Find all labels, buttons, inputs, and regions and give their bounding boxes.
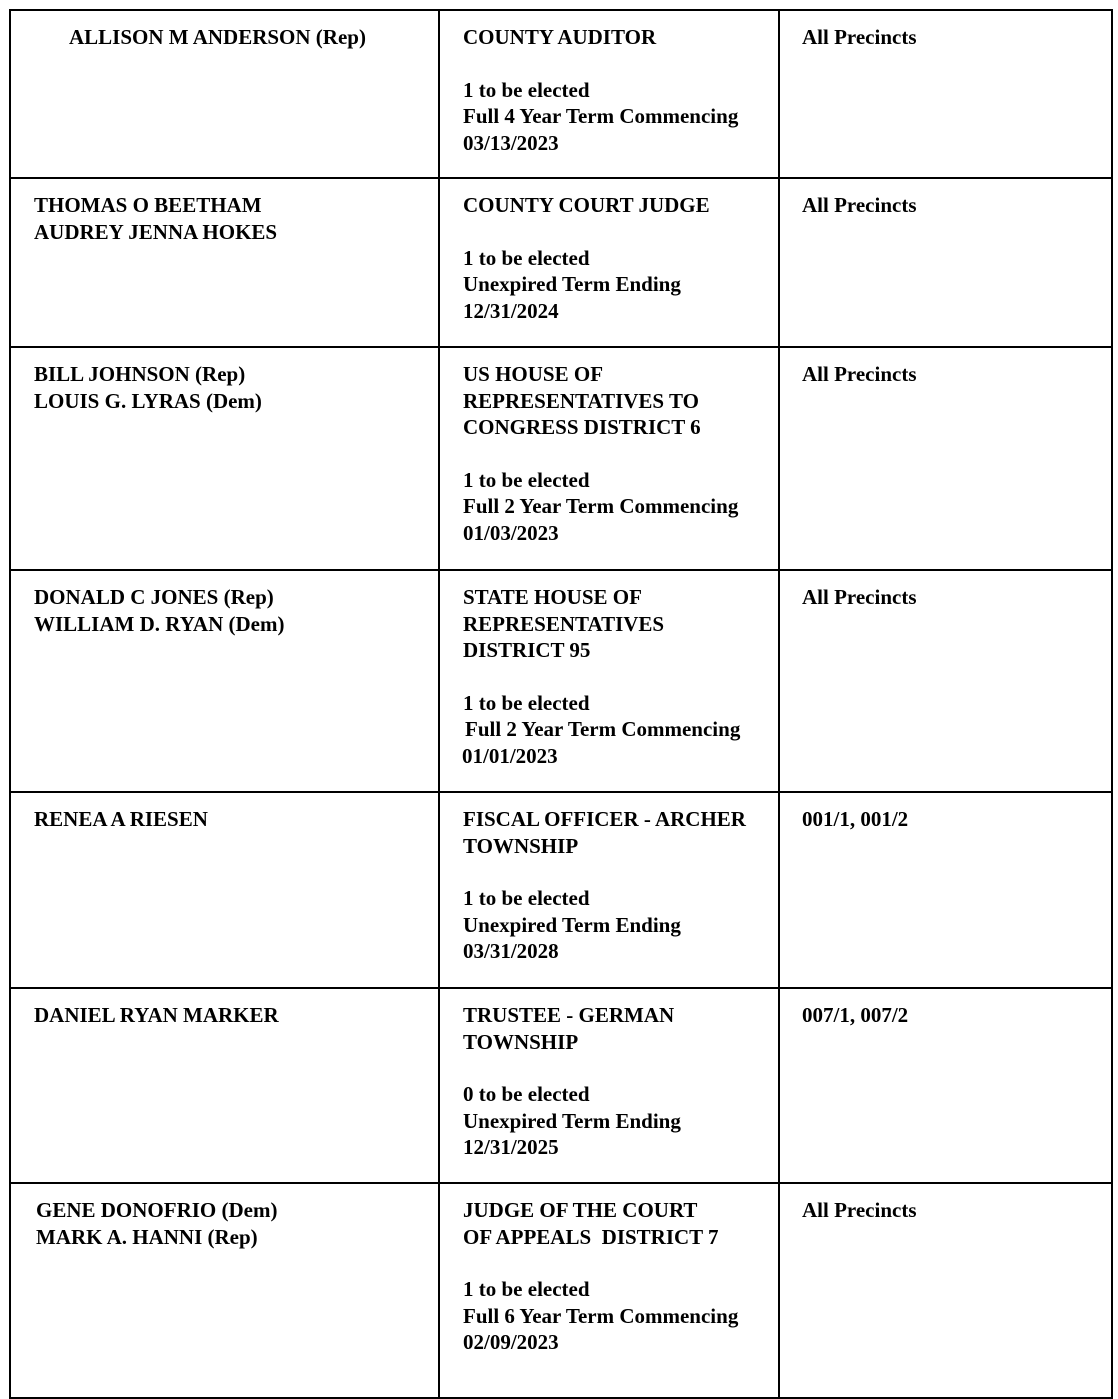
office-cell — [439, 178, 779, 347]
office-title: COUNTY AUDITOR — [463, 25, 657, 49]
office-title: TOWNSHIP — [463, 1029, 579, 1054]
precincts: All Precincts — [802, 1198, 917, 1222]
seats-to-elect: 1 to be elected — [463, 690, 590, 715]
contest-table — [9, 9, 1113, 1399]
precincts-cell — [779, 988, 1112, 1183]
precincts-cell — [779, 178, 1112, 347]
precincts-cell — [779, 347, 1112, 570]
office-title: REPRESENTATIVES — [463, 611, 665, 636]
contest-row — [10, 347, 1112, 570]
seats-to-elect: 1 to be elected — [463, 245, 590, 270]
seats-to-elect: 1 to be elected — [463, 1277, 590, 1301]
seats-to-elect: 1 to be elected — [463, 886, 590, 910]
precincts-cell — [779, 1183, 1112, 1398]
term-description: Unexpired Term Ending — [463, 912, 681, 937]
precincts: All Precincts — [802, 193, 917, 217]
candidate-name: AUDREY JENNA HOKES — [34, 219, 278, 244]
term-date: 02/09/2023 — [463, 1330, 559, 1354]
contest-row — [10, 1183, 1112, 1398]
office-cell — [439, 570, 779, 792]
candidate-name: THOMAS O BEETHAM — [34, 193, 262, 217]
office-title: FISCAL OFFICER - ARCHER — [463, 807, 746, 831]
office-title: TOWNSHIP — [463, 833, 579, 858]
precincts: All Precincts — [802, 25, 917, 49]
precincts-cell — [779, 570, 1112, 792]
term-date: 03/31/2028 — [463, 939, 559, 963]
precincts: 007/1, 007/2 — [802, 1003, 909, 1027]
contest-row — [10, 988, 1112, 1183]
office-cell — [439, 988, 779, 1183]
candidates-cell — [10, 1183, 439, 1398]
term-description: Full 6 Year Term Commencing — [463, 1303, 739, 1328]
contest-row — [10, 178, 1112, 347]
candidates-cell — [10, 570, 439, 792]
candidate-name: DONALD C JONES (Rep) — [34, 585, 274, 609]
term-date: 03/13/2023 — [463, 130, 559, 155]
contest-row — [10, 792, 1112, 988]
candidates-cell — [10, 10, 439, 178]
candidate-name: WILLIAM D. RYAN (Dem) — [34, 611, 285, 636]
seats-to-elect: 1 to be elected — [463, 467, 590, 492]
term-date: 01/03/2023 — [463, 520, 559, 545]
candidate-name: RENEA A RIESEN — [34, 807, 208, 831]
seats-to-elect: 1 to be elected — [463, 77, 590, 102]
term-description: Unexpired Term Ending — [463, 1108, 681, 1133]
term-date: 01/01/2023 — [462, 743, 558, 768]
candidate-name: GENE DONOFRIO (Dem) — [36, 1198, 278, 1222]
term-date: 12/31/2024 — [463, 298, 559, 323]
office-title: CONGRESS DISTRICT 6 — [463, 415, 701, 439]
precincts: All Precincts — [802, 362, 917, 386]
office-cell — [439, 792, 779, 988]
candidate-name: ALLISON M ANDERSON (Rep) — [69, 25, 366, 49]
office-title: REPRESENTATIVES TO — [463, 388, 699, 413]
office-cell — [439, 1183, 779, 1398]
term-description: Full 2 Year Term Commencing — [463, 494, 739, 518]
office-title: STATE HOUSE OF — [463, 585, 642, 609]
term-date: 12/31/2025 — [463, 1135, 559, 1159]
candidate-name: LOUIS G. LYRAS (Dem) — [34, 388, 262, 413]
contest-row — [10, 10, 1112, 178]
office-title: OF APPEALS DISTRICT 7 — [463, 1224, 719, 1249]
office-title: JUDGE OF THE COURT — [463, 1198, 698, 1222]
seats-to-elect: 0 to be elected — [463, 1082, 590, 1106]
term-description: Full 2 Year Term Commencing — [465, 717, 741, 741]
term-description: Full 4 Year Term Commencing — [463, 104, 739, 128]
precincts-cell — [779, 10, 1112, 178]
candidate-name: DANIEL RYAN MARKER — [34, 1003, 279, 1027]
candidates-cell — [10, 988, 439, 1183]
precincts-cell — [779, 792, 1112, 988]
contest-row — [10, 570, 1112, 792]
office-title: TRUSTEE - GERMAN — [463, 1003, 675, 1027]
candidates-cell — [10, 178, 439, 347]
term-description: Unexpired Term Ending — [463, 272, 681, 296]
candidates-cell — [10, 347, 439, 570]
precincts: 001/1, 001/2 — [802, 807, 909, 831]
office-cell — [439, 347, 779, 570]
candidate-name: BILL JOHNSON (Rep) — [34, 362, 246, 386]
precincts: All Precincts — [802, 585, 917, 609]
office-title: US HOUSE OF — [463, 362, 604, 386]
office-cell — [439, 10, 779, 178]
office-title: COUNTY COURT JUDGE — [463, 193, 710, 217]
candidates-cell — [10, 792, 439, 988]
candidate-name: MARK A. HANNI (Rep) — [36, 1224, 258, 1249]
office-title: DISTRICT 95 — [463, 638, 591, 662]
